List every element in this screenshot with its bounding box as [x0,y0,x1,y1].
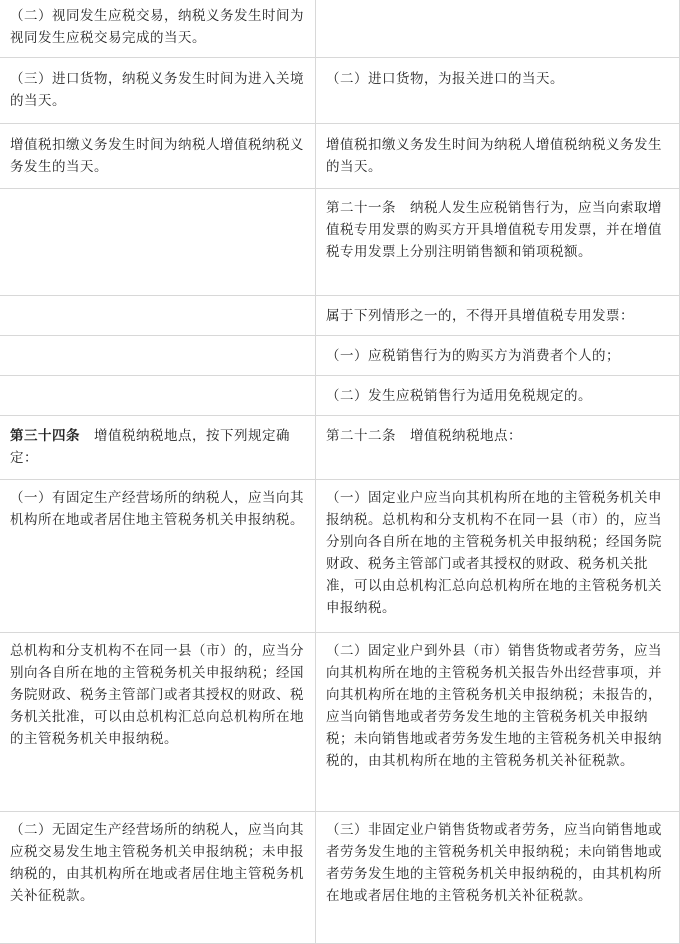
left-cell: （二）视同发生应税交易，纳税义务发生时间为视同发生应税交易完成的当天。 [0,0,316,57]
right-cell: （一）固定业户应当向其机构所在地的主管税务机关申报纳税。总机构和分支机构不在同一县（市）的，应当分别向各自所在地的主管税务机关申报纳税；经国务院财政、税务主管部门或者其授权的财政、税务机关批准，可以由总机构汇总向总机构所在地的主管税务机关申报纳税。 [326,490,662,616]
table-row [0,633,680,812]
table-row [0,812,680,944]
left-cell: 增值税扣缴义务发生时间为纳税人增值税纳税义务发生的当天。 [0,124,316,188]
right-cell: （二）固定业户到外县（市）销售货物或者劳务，应当向其机构所在地的主管税务机关报告外出经营事项，并向其机构所在地的主管税务机关申报纳税；未报告的，应当向销售地或者劳务发生地的主管税务机关申报纳税；未向销售地或者劳务发生地的主管税务机关申报纳税的，由其机构所在地的主管税务机关补征税款。 [326,643,662,769]
right-cell: （三）非固定业户销售货物或者劳务，应当向销售地或者劳务发生地的主管税务机关申报纳税；未向销售地或者劳务发生地的主管税务机关申报纳税的，由其机构所在地或者居住地的主管税务机关补征税款。 [326,822,662,904]
right-cell: （二）发生应税销售行为适用免税规定的。 [326,388,592,404]
right-cell: 第二十二条 增值税纳税地点： [326,428,522,444]
table-row [0,0,680,58]
table-row [0,189,680,296]
left-cell [0,376,316,415]
left-cell: （三）进口货物，纳税义务发生时间为进入关境的当天。 [0,58,316,123]
left-cell: （一）有固定生产经营场所的纳税人，应当向其机构所在地或者居住地主管税务机关申报纳税。 [0,480,316,632]
left-cell [0,296,316,335]
table-row [0,336,680,376]
table-row [0,124,680,189]
left-cell: 总机构和分支机构不在同一县（市）的，应当分别向各自所在地的主管税务机关申报纳税；经国务院财政、税务主管部门或者其授权的财政、税务机关批准，可以由总机构汇总向总机构所在地的主管税务机关申报纳税。 [0,633,316,811]
table-row [0,416,680,480]
left-cell [0,336,316,375]
right-cell: 增值税扣缴义务发生时间为纳税人增值税纳税义务发生的当天。 [326,137,662,175]
left-cell: 第三十四条 增值税纳税地点，按下列规定确定： [0,416,316,479]
right-cell [316,0,680,57]
left-cell [0,189,316,295]
table-row [0,376,680,416]
table-row [0,58,680,124]
table-row [0,296,680,336]
table-row [0,480,680,633]
right-cell: （一）应税销售行为的购买方为消费者个人的； [326,348,620,364]
right-cell: 第二十一条 纳税人发生应税销售行为，应当向索取增值税专用发票的购买方开具增值税专用发票，并在增值税专用发票上分别注明销售额和销项税额。 [326,200,662,260]
right-cell: （二）进口货物，为报关进口的当天。 [326,71,564,87]
left-cell: （二）无固定生产经营场所的纳税人，应当向其应税交易发生地主管税务机关申报纳税；未申报纳税的，由其机构所在地或者居住地主管税务机关补征税款。 [0,812,316,943]
article-number: 第三十四条 [10,428,80,444]
right-cell: 属于下列情形之一的，不得开具增值税专用发票： [326,308,634,324]
